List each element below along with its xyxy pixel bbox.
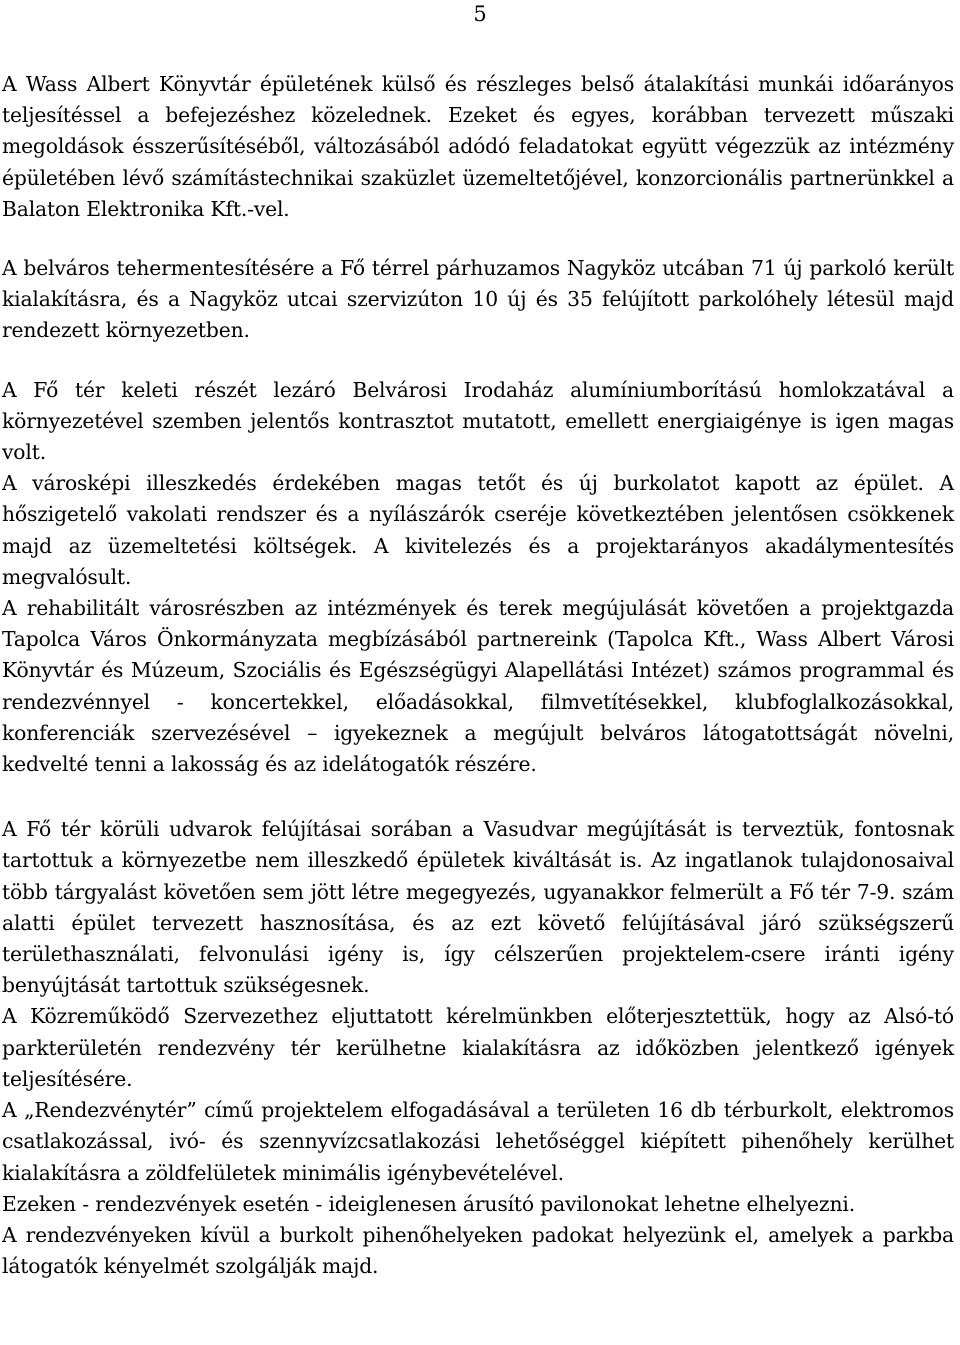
paragraph-office-building: A Fő tér keleti részét lezáró Belvárosi Irodaház alumíniumborítású homlokzatával a környezetével szemben jelentős kontrasztot mutatott, emellett energiaigénye is igen magas volt. <box>2 377 954 465</box>
paragraph-request: A Közreműködő Szervezethez eljuttatott kérelmünkben előterjesztettük, hogy az Alsó-tó parkterületén rendezvény tér kerülhetne kialakításra az időközben jelentkező igények teljesítésére. <box>2 1004 954 1091</box>
paragraph-benches: A rendezvényeken kívül a burkolt pihenőhelyeken padokat helyezünk el, amelyek a parkba látogatók kényelmét szolgálják majd. <box>2 1222 954 1279</box>
paragraph-pavilions: Ezeken - rendezvények esetén - ideiglenesen árusító pavilonokat lehetne elhelyezni. <box>2 1191 855 1216</box>
page-number: 5 <box>473 2 487 26</box>
paragraph-parking: A belváros tehermentesítésére a Fő térrel párhuzamos Nagyköz utcában 71 új parkoló került kialakításra, és a Nagyköz utcai szervizúton 10 új és 35 felújított parkolóhely létesül majd rendezett környezetben. <box>2 256 954 343</box>
paragraph-library-renovation: A Wass Albert Könyvtár épületének külső és részleges belső átalakítási munkái időarányos teljesítéssel a befejezéshez közelednek. Ezeket és egyes, korábban tervezett műszaki megoldások ésszerűsítéséből, változásából adódó feladatokat együtt végezzük az intézmény épületében lévő számítástechnikai szaküzlet üzemeltetőjével, konzorcionális partnerünkkel a Balaton Elektronika Kft.-vel. <box>2 72 954 221</box>
paragraph-courtyards: A Fő tér körüli udvarok felújításai sorában a Vasudvar megújítását is terveztük, fontosnak tartottuk a környezetbe nem illeszkedő épületek kiváltását is. Az ingatlanok tulajdonosaival több tárgyalást követően sem jött létre megegyezés, ugyanakkor felmerült a Fő tér 7-9. szám alatti épület tervezett hasznosítása, és az ezt követő felújításával járó szükségszerű területhasználati, felvonulási igény is, így célszerűen projektelem-csere iránti igény benyújtását tartottuk szükségesnek. <box>2 817 954 998</box>
paragraph-roof-cladding: A városképi illeszkedés érdekében magas tetőt és új burkolatot kapott az épület. A hőszigetelő vakolati rendszer és a nyílászárók cseréje következtében jelentősen csökkenek majd az üzemeltetési költségek. A kivitelezés és a projektarányos akadálymentesítés megvalósult. <box>2 471 954 589</box>
paragraph-programs: A rehabilitált városrészben az intézmények és terek megújulását követően a projektgazda Tapolca Város Önkormányzata megbízásából partnereink (Tapolca Kft., Wass Albert Városi Könyvtár és Múzeum, Szociális és Egészségügyi Alapellátási Intézet) számos programmal és rendezvénnyel - koncertekkel, előadásokkal, filmvetítésekkel, klubfoglalkozásokkal, konferenciák szervezésével – igyekeznek a megújult belváros látogatottságát növelni, kedvelté tenni a lakosság és az idelátogatók részére. <box>2 596 954 777</box>
paragraph-event-space: A „Rendezvénytér” című projektelem elfogadásával a területen 16 db térburkolt, elektromos csatlakozással, ivó- és szennyvízcsatlakozási lehetőséggel kiépített pihenőhely kerülhet kialakításra a zöldfelületek minimális igénybevételével. <box>2 1098 954 1185</box>
document-body <box>2 69 954 1282</box>
